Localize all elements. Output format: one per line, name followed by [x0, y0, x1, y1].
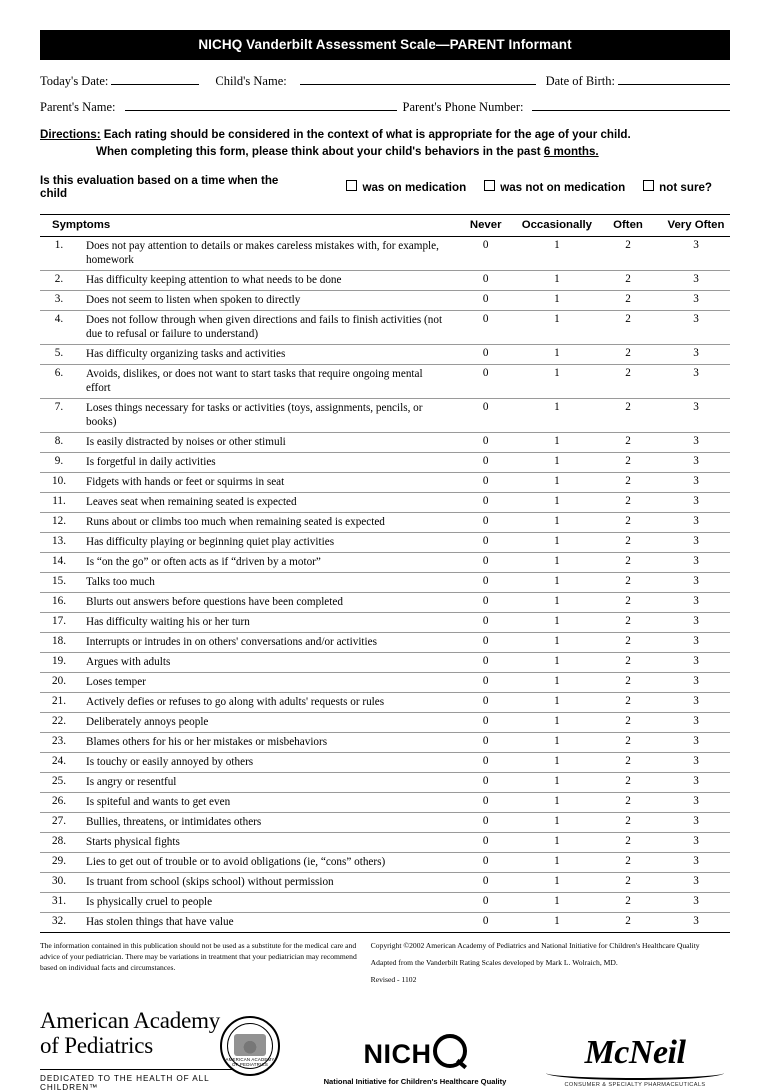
- rating-option-2[interactable]: 2: [594, 752, 662, 772]
- parents-phone-input[interactable]: [532, 98, 730, 111]
- table-row: [40, 432, 730, 452]
- evaluation-option-label-0: was on medication: [362, 180, 467, 194]
- rating-option-1[interactable]: 1: [520, 344, 594, 364]
- rating-option-1[interactable]: 1: [520, 398, 594, 432]
- footnote-disclaimer: The information contained in this publication should not be used as a substitute for the medical care and advice of your pediatrician. There may be variations in treatment that your pediatrician may recommend based on individual facts and circumstances.: [40, 940, 357, 973]
- rating-option-0[interactable]: 0: [452, 512, 520, 532]
- rating-option-1[interactable]: 1: [520, 772, 594, 792]
- rating-option-3[interactable]: 3: [662, 344, 730, 364]
- rating-option-2[interactable]: 2: [594, 344, 662, 364]
- row-question-text: Does not seem to listen when spoken to directly: [78, 290, 452, 310]
- table-header: [40, 214, 730, 236]
- rating-option-2[interactable]: 2: [594, 472, 662, 492]
- rating-option-3[interactable]: 3: [662, 832, 730, 852]
- row-question-text: Argues with adults: [78, 652, 452, 672]
- rating-option-3[interactable]: 3: [662, 472, 730, 492]
- aap-name-line-1: American Academy: [40, 1008, 221, 1034]
- rating-option-2[interactable]: 2: [594, 310, 662, 344]
- row-question-text: Has difficulty keeping attention to what needs to be done: [78, 270, 452, 290]
- rating-option-3[interactable]: 3: [662, 310, 730, 344]
- table-row: [40, 912, 730, 932]
- rating-option-2[interactable]: 2: [594, 270, 662, 290]
- rating-option-1[interactable]: 1: [520, 872, 594, 892]
- table-row: [40, 892, 730, 912]
- row-number: 23.: [40, 732, 78, 752]
- rating-option-1[interactable]: 1: [520, 572, 594, 592]
- table-row: [40, 672, 730, 692]
- rating-option-0[interactable]: 0: [452, 872, 520, 892]
- rating-option-3[interactable]: 3: [662, 692, 730, 712]
- table-row: [40, 344, 730, 364]
- logo-bar: [40, 1006, 730, 1092]
- field-row-2: [40, 98, 730, 115]
- rating-option-3[interactable]: 3: [662, 752, 730, 772]
- table-body: [40, 236, 730, 932]
- table-row: [40, 532, 730, 552]
- rating-option-0[interactable]: 0: [452, 472, 520, 492]
- table-row: [40, 752, 730, 772]
- rating-option-3[interactable]: 3: [662, 732, 730, 752]
- evaluation-row: [40, 174, 730, 200]
- rating-option-3[interactable]: 3: [662, 712, 730, 732]
- row-question-text: Has difficulty playing or beginning quiet play activities: [78, 532, 452, 552]
- row-question-text: Fidgets with hands or feet or squirms in seat: [78, 472, 452, 492]
- rating-option-3[interactable]: 3: [662, 872, 730, 892]
- evaluation-option-not-on-medication[interactable]: [484, 180, 625, 194]
- table-row: [40, 712, 730, 732]
- date-of-birth-input[interactable]: [618, 72, 730, 85]
- table-row: [40, 398, 730, 432]
- row-question-text: Talks too much: [78, 572, 452, 592]
- parents-name-input[interactable]: [125, 98, 397, 111]
- row-question-text: Avoids, dislikes, or does not want to start tasks that require ongoing mental effort: [78, 364, 452, 398]
- rating-option-2[interactable]: 2: [594, 712, 662, 732]
- rating-option-1[interactable]: 1: [520, 732, 594, 752]
- rating-option-2[interactable]: 2: [594, 792, 662, 812]
- rating-option-3[interactable]: 3: [662, 892, 730, 912]
- rating-option-0[interactable]: 0: [452, 572, 520, 592]
- rating-option-2[interactable]: 2: [594, 872, 662, 892]
- row-question-text: Is angry or resentful: [78, 772, 452, 792]
- row-number: 28.: [40, 832, 78, 852]
- table-row: [40, 652, 730, 672]
- checkbox-icon[interactable]: [643, 180, 654, 191]
- row-number: 5.: [40, 344, 78, 364]
- rating-option-0[interactable]: 0: [452, 432, 520, 452]
- checkbox-icon[interactable]: [346, 180, 357, 191]
- table-row: [40, 772, 730, 792]
- row-question-text: Does not follow through when given directions and fails to finish activities (not due to refusal or failure to understand): [78, 310, 452, 344]
- table-row: [40, 852, 730, 872]
- row-number: 18.: [40, 632, 78, 652]
- symptoms-table: [40, 214, 730, 933]
- row-question-text: Leaves seat when remaining seated is expected: [78, 492, 452, 512]
- evaluation-option-on-medication[interactable]: [346, 180, 466, 194]
- directions-months: 6 months.: [543, 144, 599, 158]
- rating-option-1[interactable]: 1: [520, 492, 594, 512]
- rating-option-0[interactable]: 0: [452, 592, 520, 612]
- table-row: [40, 572, 730, 592]
- rating-option-2[interactable]: 2: [594, 892, 662, 912]
- rating-option-0[interactable]: 0: [452, 270, 520, 290]
- rating-option-0[interactable]: 0: [452, 310, 520, 344]
- evaluation-question: Is this evaluation based on a time when the child: [40, 173, 279, 200]
- table-row: [40, 270, 730, 290]
- rating-option-1[interactable]: 1: [520, 652, 594, 672]
- row-number: 21.: [40, 692, 78, 712]
- table-row: [40, 512, 730, 532]
- row-question-text: Loses temper: [78, 672, 452, 692]
- rating-option-1[interactable]: 1: [520, 792, 594, 812]
- evaluation-option-label-1: was not on medication: [500, 180, 626, 194]
- rating-option-2[interactable]: 2: [594, 290, 662, 310]
- column-header-very-often: Very Often: [662, 214, 730, 236]
- row-number: 17.: [40, 612, 78, 632]
- row-number: 1.: [40, 236, 78, 270]
- row-number: 22.: [40, 712, 78, 732]
- table-row: [40, 632, 730, 652]
- rating-option-3[interactable]: 3: [662, 812, 730, 832]
- table-row: [40, 832, 730, 852]
- rating-option-1[interactable]: 1: [520, 236, 594, 270]
- childs-name-input[interactable]: [300, 72, 536, 85]
- rating-option-0[interactable]: 0: [452, 492, 520, 512]
- rating-option-3[interactable]: 3: [662, 532, 730, 552]
- rating-option-3[interactable]: 3: [662, 432, 730, 452]
- row-number: 14.: [40, 552, 78, 572]
- row-number: 8.: [40, 432, 78, 452]
- rating-option-3[interactable]: 3: [662, 398, 730, 432]
- rating-option-0[interactable]: 0: [452, 672, 520, 692]
- table-row: [40, 612, 730, 632]
- aap-seal-text: AMERICAN ACADEMY OF PEDIATRICS: [225, 1056, 275, 1067]
- footnotes: [40, 940, 730, 992]
- row-question-text: Is spiteful and wants to get even: [78, 792, 452, 812]
- rating-option-0[interactable]: 0: [452, 612, 520, 632]
- row-question-text: Has stolen things that have value: [78, 912, 452, 932]
- rating-option-0[interactable]: 0: [452, 552, 520, 572]
- rating-option-1[interactable]: 1: [520, 432, 594, 452]
- rating-option-3[interactable]: 3: [662, 792, 730, 812]
- rating-option-2[interactable]: 2: [594, 364, 662, 398]
- column-header-symptoms: Symptoms: [40, 214, 452, 236]
- footnote-left: [40, 940, 371, 992]
- column-header-often: Often: [594, 214, 662, 236]
- aap-logo: [40, 1009, 290, 1092]
- column-header-never: Never: [452, 214, 520, 236]
- nichq-subtitle: National Initiative for Children's Healthcare Quality: [323, 1076, 507, 1086]
- rating-option-0[interactable]: 0: [452, 344, 520, 364]
- rating-option-1[interactable]: 1: [520, 552, 594, 572]
- rating-option-1[interactable]: 1: [520, 712, 594, 732]
- nichq-wordmark: [290, 1029, 540, 1070]
- rating-option-0[interactable]: 0: [452, 532, 520, 552]
- todays-date-label: Today's Date:: [40, 74, 109, 88]
- parents-name-label: Parent's Name:: [40, 100, 116, 114]
- mcneil-logo: [540, 1033, 730, 1092]
- rating-option-2[interactable]: 2: [594, 832, 662, 852]
- row-number: 13.: [40, 532, 78, 552]
- rating-option-3[interactable]: 3: [662, 652, 730, 672]
- directions-text-2: When completing this form, please think about your child's behaviors in the past: [96, 144, 544, 158]
- date-of-birth-label: Date of Birth:: [545, 74, 615, 88]
- row-question-text: Deliberately annoys people: [78, 712, 452, 732]
- rating-option-3[interactable]: 3: [662, 236, 730, 270]
- rating-option-1[interactable]: 1: [520, 472, 594, 492]
- rating-option-2[interactable]: 2: [594, 632, 662, 652]
- rating-option-2[interactable]: 2: [594, 652, 662, 672]
- rating-option-3[interactable]: 3: [662, 552, 730, 572]
- row-number: 7.: [40, 398, 78, 432]
- rating-option-3[interactable]: 3: [662, 452, 730, 472]
- rating-option-1[interactable]: 1: [520, 270, 594, 290]
- rating-option-0[interactable]: 0: [452, 452, 520, 472]
- row-question-text: Does not pay attention to details or makes careless mistakes with, for example, homework: [78, 236, 452, 270]
- row-number: 15.: [40, 572, 78, 592]
- rating-option-1[interactable]: 1: [520, 364, 594, 398]
- rating-option-3[interactable]: 3: [662, 852, 730, 872]
- row-number: 12.: [40, 512, 78, 532]
- table-row: [40, 472, 730, 492]
- rating-option-3[interactable]: 3: [662, 672, 730, 692]
- rating-option-2[interactable]: 2: [594, 732, 662, 752]
- rating-option-1[interactable]: 1: [520, 892, 594, 912]
- nichq-q-icon: [433, 1034, 467, 1068]
- header-fields: [40, 72, 730, 115]
- rating-option-0[interactable]: 0: [452, 290, 520, 310]
- row-question-text: Starts physical fights: [78, 832, 452, 852]
- directions-line-2: [40, 144, 730, 161]
- directions-line-1: [40, 127, 730, 144]
- table-row: [40, 290, 730, 310]
- table-row: [40, 552, 730, 572]
- rating-option-3[interactable]: 3: [662, 772, 730, 792]
- rating-option-3[interactable]: 3: [662, 912, 730, 932]
- row-question-text: Is easily distracted by noises or other stimuli: [78, 432, 452, 452]
- rating-option-2[interactable]: 2: [594, 432, 662, 452]
- rating-option-0[interactable]: 0: [452, 712, 520, 732]
- rating-option-2[interactable]: 2: [594, 552, 662, 572]
- rating-option-0[interactable]: 0: [452, 832, 520, 852]
- row-question-text: Is “on the go” or often acts as if “driven by a motor”: [78, 552, 452, 572]
- rating-option-3[interactable]: 3: [662, 612, 730, 632]
- row-question-text: Has difficulty organizing tasks and activities: [78, 344, 452, 364]
- rating-option-2[interactable]: 2: [594, 852, 662, 872]
- row-number: 26.: [40, 792, 78, 812]
- rating-option-1[interactable]: 1: [520, 310, 594, 344]
- table-row: [40, 452, 730, 472]
- rating-option-0[interactable]: 0: [452, 652, 520, 672]
- row-number: 20.: [40, 672, 78, 692]
- aap-name-line-2: of Pediatrics: [40, 1032, 154, 1058]
- rating-option-2[interactable]: 2: [594, 572, 662, 592]
- table-row: [40, 692, 730, 712]
- rating-option-2[interactable]: 2: [594, 772, 662, 792]
- rating-option-2[interactable]: 2: [594, 512, 662, 532]
- rating-option-1[interactable]: 1: [520, 632, 594, 652]
- rating-option-3[interactable]: 3: [662, 270, 730, 290]
- rating-option-0[interactable]: 0: [452, 632, 520, 652]
- checkbox-icon[interactable]: [484, 180, 495, 191]
- rating-option-1[interactable]: 1: [520, 832, 594, 852]
- rating-option-3[interactable]: 3: [662, 492, 730, 512]
- row-question-text: Is forgetful in daily activities: [78, 452, 452, 472]
- seal-emblem-icon: [234, 1034, 266, 1056]
- rating-option-0[interactable]: 0: [452, 732, 520, 752]
- rating-option-3[interactable]: 3: [662, 512, 730, 532]
- rating-option-0[interactable]: 0: [452, 364, 520, 398]
- rating-option-1[interactable]: 1: [520, 912, 594, 932]
- table-row: [40, 792, 730, 812]
- rating-option-1[interactable]: 1: [520, 290, 594, 310]
- directions-label: Directions:: [40, 128, 101, 141]
- rating-option-2[interactable]: 2: [594, 692, 662, 712]
- rating-option-0[interactable]: 0: [452, 398, 520, 432]
- rating-option-1[interactable]: 1: [520, 612, 594, 632]
- rating-option-0[interactable]: 0: [452, 852, 520, 872]
- footnote-right: [371, 940, 730, 992]
- table-row: [40, 812, 730, 832]
- rating-option-3[interactable]: 3: [662, 592, 730, 612]
- directions-block: [40, 127, 730, 161]
- aap-seal-icon: [220, 1016, 280, 1076]
- rating-option-1[interactable]: 1: [520, 812, 594, 832]
- rating-option-1[interactable]: 1: [520, 672, 594, 692]
- rating-option-2[interactable]: 2: [594, 236, 662, 270]
- row-question-text: Has difficulty waiting his or her turn: [78, 612, 452, 632]
- row-number: 9.: [40, 452, 78, 472]
- page-title: NICHQ Vanderbilt Assessment Scale—PARENT Informant: [40, 30, 730, 60]
- nichq-word: NICH: [363, 1038, 432, 1069]
- rating-option-0[interactable]: 0: [452, 772, 520, 792]
- row-number: 27.: [40, 812, 78, 832]
- row-number: 16.: [40, 592, 78, 612]
- row-question-text: Is physically cruel to people: [78, 892, 452, 912]
- row-number: 2.: [40, 270, 78, 290]
- mcneil-subtitle: CONSUMER & SPECIALTY PHARMACEUTICALS: [564, 1081, 706, 1088]
- rating-option-0[interactable]: 0: [452, 236, 520, 270]
- rating-option-2[interactable]: 2: [594, 672, 662, 692]
- row-number: 31.: [40, 892, 78, 912]
- row-question-text: Loses things necessary for tasks or activities (toys, assignments, pencils, or books): [78, 398, 452, 432]
- rating-option-3[interactable]: 3: [662, 364, 730, 398]
- row-question-text: Is touchy or easily annoyed by others: [78, 752, 452, 772]
- row-number: 30.: [40, 872, 78, 892]
- row-number: 32.: [40, 912, 78, 932]
- rating-option-0[interactable]: 0: [452, 892, 520, 912]
- table-row: [40, 236, 730, 270]
- row-question-text: Actively defies or refuses to go along with adults' requests or rules: [78, 692, 452, 712]
- row-number: 3.: [40, 290, 78, 310]
- table-row: [40, 492, 730, 512]
- field-row-1: [40, 72, 730, 89]
- row-question-text: Lies to get out of trouble or to avoid obligations (ie, “cons” others): [78, 852, 452, 872]
- rating-option-2[interactable]: 2: [594, 532, 662, 552]
- footnote-revised: Revised - 1102: [370, 975, 417, 985]
- todays-date-input[interactable]: [111, 72, 199, 85]
- rating-option-2[interactable]: 2: [594, 612, 662, 632]
- rating-option-3[interactable]: 3: [662, 632, 730, 652]
- row-question-text: Blames others for his or her mistakes or misbehaviors: [78, 732, 452, 752]
- table-row: [40, 872, 730, 892]
- footnote-copyright: Copyright ©2002 American Academy of Pediatrics and National Initiative for Children's Healthcare Quality: [370, 940, 700, 950]
- rating-option-2[interactable]: 2: [594, 812, 662, 832]
- row-number: 10.: [40, 472, 78, 492]
- row-number: 19.: [40, 652, 78, 672]
- rating-option-1[interactable]: 1: [520, 452, 594, 472]
- rating-option-2[interactable]: 2: [594, 398, 662, 432]
- footnote-adapted: Adapted from the Vanderbilt Rating Scales developed by Mark L. Wolraich, MD.: [370, 957, 618, 967]
- rating-option-1[interactable]: 1: [520, 512, 594, 532]
- row-question-text: Runs about or climbs too much when remaining seated is expected: [78, 512, 452, 532]
- rating-option-0[interactable]: 0: [452, 792, 520, 812]
- table-row: [40, 592, 730, 612]
- row-number: 24.: [40, 752, 78, 772]
- rating-option-0[interactable]: 0: [452, 752, 520, 772]
- rating-option-0[interactable]: 0: [452, 912, 520, 932]
- rating-option-1[interactable]: 1: [520, 852, 594, 872]
- childs-name-label: Child's Name:: [215, 74, 287, 88]
- rating-option-2[interactable]: 2: [594, 592, 662, 612]
- row-number: 29.: [40, 852, 78, 872]
- rating-option-3[interactable]: 3: [662, 572, 730, 592]
- table-row: [40, 364, 730, 398]
- rating-option-2[interactable]: 2: [594, 912, 662, 932]
- rating-option-1[interactable]: 1: [520, 532, 594, 552]
- rating-option-1[interactable]: 1: [520, 752, 594, 772]
- nichq-logo: [290, 1029, 540, 1092]
- directions-text-1: Each rating should be considered in the context of what is appropriate for the age of your child.: [103, 128, 631, 141]
- rating-option-0[interactable]: 0: [452, 692, 520, 712]
- row-question-text: Blurts out answers before questions have been completed: [78, 592, 452, 612]
- rating-option-0[interactable]: 0: [452, 812, 520, 832]
- evaluation-option-label-2: not sure?: [659, 180, 712, 194]
- rating-option-2[interactable]: 2: [594, 492, 662, 512]
- rating-option-2[interactable]: 2: [594, 452, 662, 472]
- parents-phone-label: Parent's Phone Number:: [402, 100, 524, 114]
- row-question-text: Is truant from school (skips school) without permission: [78, 872, 452, 892]
- row-question-text: Interrupts or intrudes in on others' conversations and/or activities: [78, 632, 452, 652]
- column-header-occasionally: Occasionally: [520, 214, 594, 236]
- evaluation-option-not-sure[interactable]: [643, 180, 712, 194]
- rating-option-1[interactable]: 1: [520, 592, 594, 612]
- row-question-text: Bullies, threatens, or intimidates others: [78, 812, 452, 832]
- aap-tagline: DEDICATED TO THE HEALTH OF ALL CHILDREN™: [40, 1069, 268, 1092]
- rating-option-3[interactable]: 3: [662, 290, 730, 310]
- table-row: [40, 732, 730, 752]
- table-header-row: [40, 214, 730, 236]
- row-number: 25.: [40, 772, 78, 792]
- rating-option-1[interactable]: 1: [520, 692, 594, 712]
- row-number: 4.: [40, 310, 78, 344]
- row-number: 6.: [40, 364, 78, 398]
- mcneil-wordmark: McNeil: [584, 1033, 686, 1071]
- row-number: 11.: [40, 492, 78, 512]
- table-row: [40, 310, 730, 344]
